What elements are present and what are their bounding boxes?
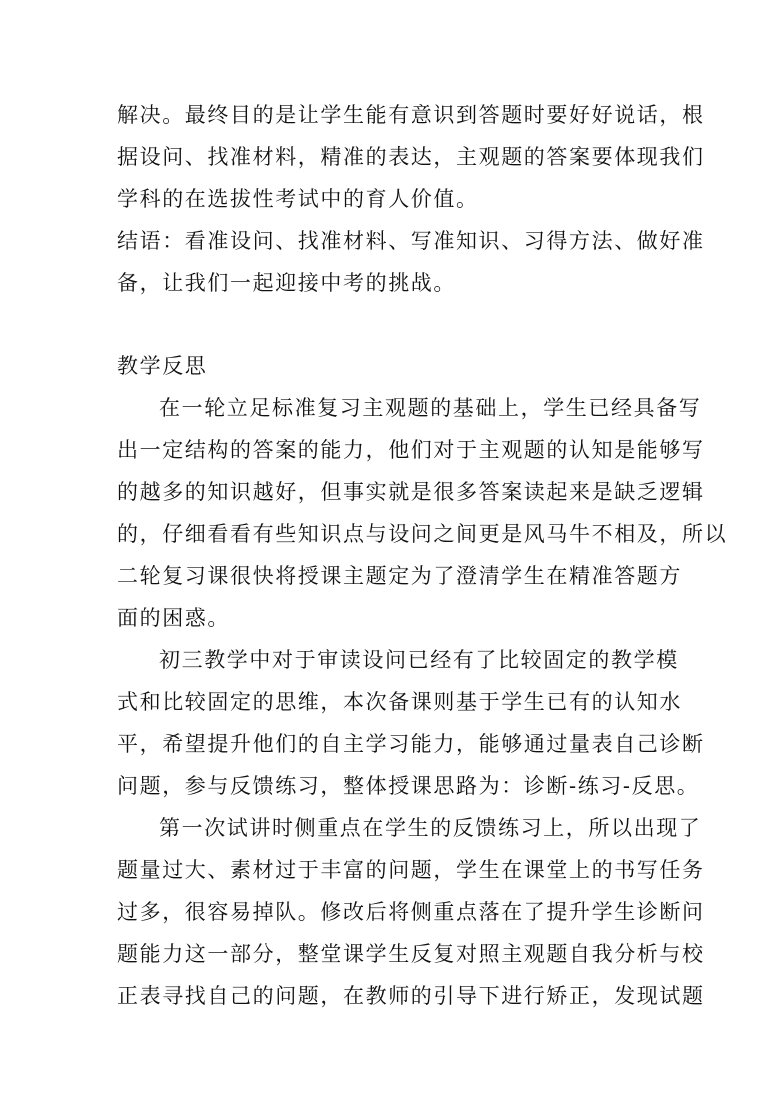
text-line: 平，希望提升他们的自主学习能力，能够通过量表自己诊断 (117, 732, 705, 756)
paragraph-first-line: 在一轮立足标准复习主观题的基础上，学生已经具备写 (159, 396, 702, 420)
text-line: 题能力这一部分，整堂课学生反复对照主观题自我分析与校 (117, 942, 705, 966)
text-line: 二轮复习课很快将授课主题定为了澄清学生在精准答题方 (117, 564, 682, 588)
text-line: 题量过大、素材过于丰富的问题，学生在课堂上的书写任务 (117, 858, 705, 882)
paragraph-first-line: 第一次试讲时侧重点在学生的反馈练习上，所以出现了 (159, 816, 702, 840)
text-line: 正表寻找自己的问题，在教师的引导下进行矫正，发现试题 (117, 984, 705, 1008)
text-line: 学科的在选拔性考试中的育人价值。 (117, 187, 479, 211)
text-line: 据设问、找准材料，精准的表达，主观题的答案要体现我们 (117, 145, 705, 169)
text-line: 结语：看准设问、找准材料、写准知识、习得方法、做好准 (117, 229, 705, 253)
text-line: 过多，很容易掉队。修改后将侧重点落在了提升学生诊断问 (117, 900, 705, 924)
text-line: 式和比较固定的思维，本次备课则基于学生已有的认知水 (117, 690, 682, 714)
text-line: 出一定结构的答案的能力，他们对于主观题的认知是能够写 (117, 438, 705, 462)
text-line: 的，仔细看看有些知识点与设问之间更是风马牛不相及，所以 (117, 522, 728, 546)
text-line: 的越多的知识越好，但事实就是很多答案读起来是缺乏逻辑 (117, 480, 705, 504)
text-line: 问题，参与反馈练习，整体授课思路为：诊断-练习-反思。 (117, 774, 700, 798)
text-line: 解决。最终目的是让学生能有意识到答题时要好好说话，根 (117, 103, 705, 127)
section-heading: 教学反思 (117, 354, 208, 378)
text-line: 面的困惑。 (117, 606, 230, 630)
text-line: 备，让我们一起迎接中考的挑战。 (117, 271, 456, 295)
paragraph-first-line: 初三教学中对于审读设问已经有了比较固定的教学模 (159, 648, 679, 672)
